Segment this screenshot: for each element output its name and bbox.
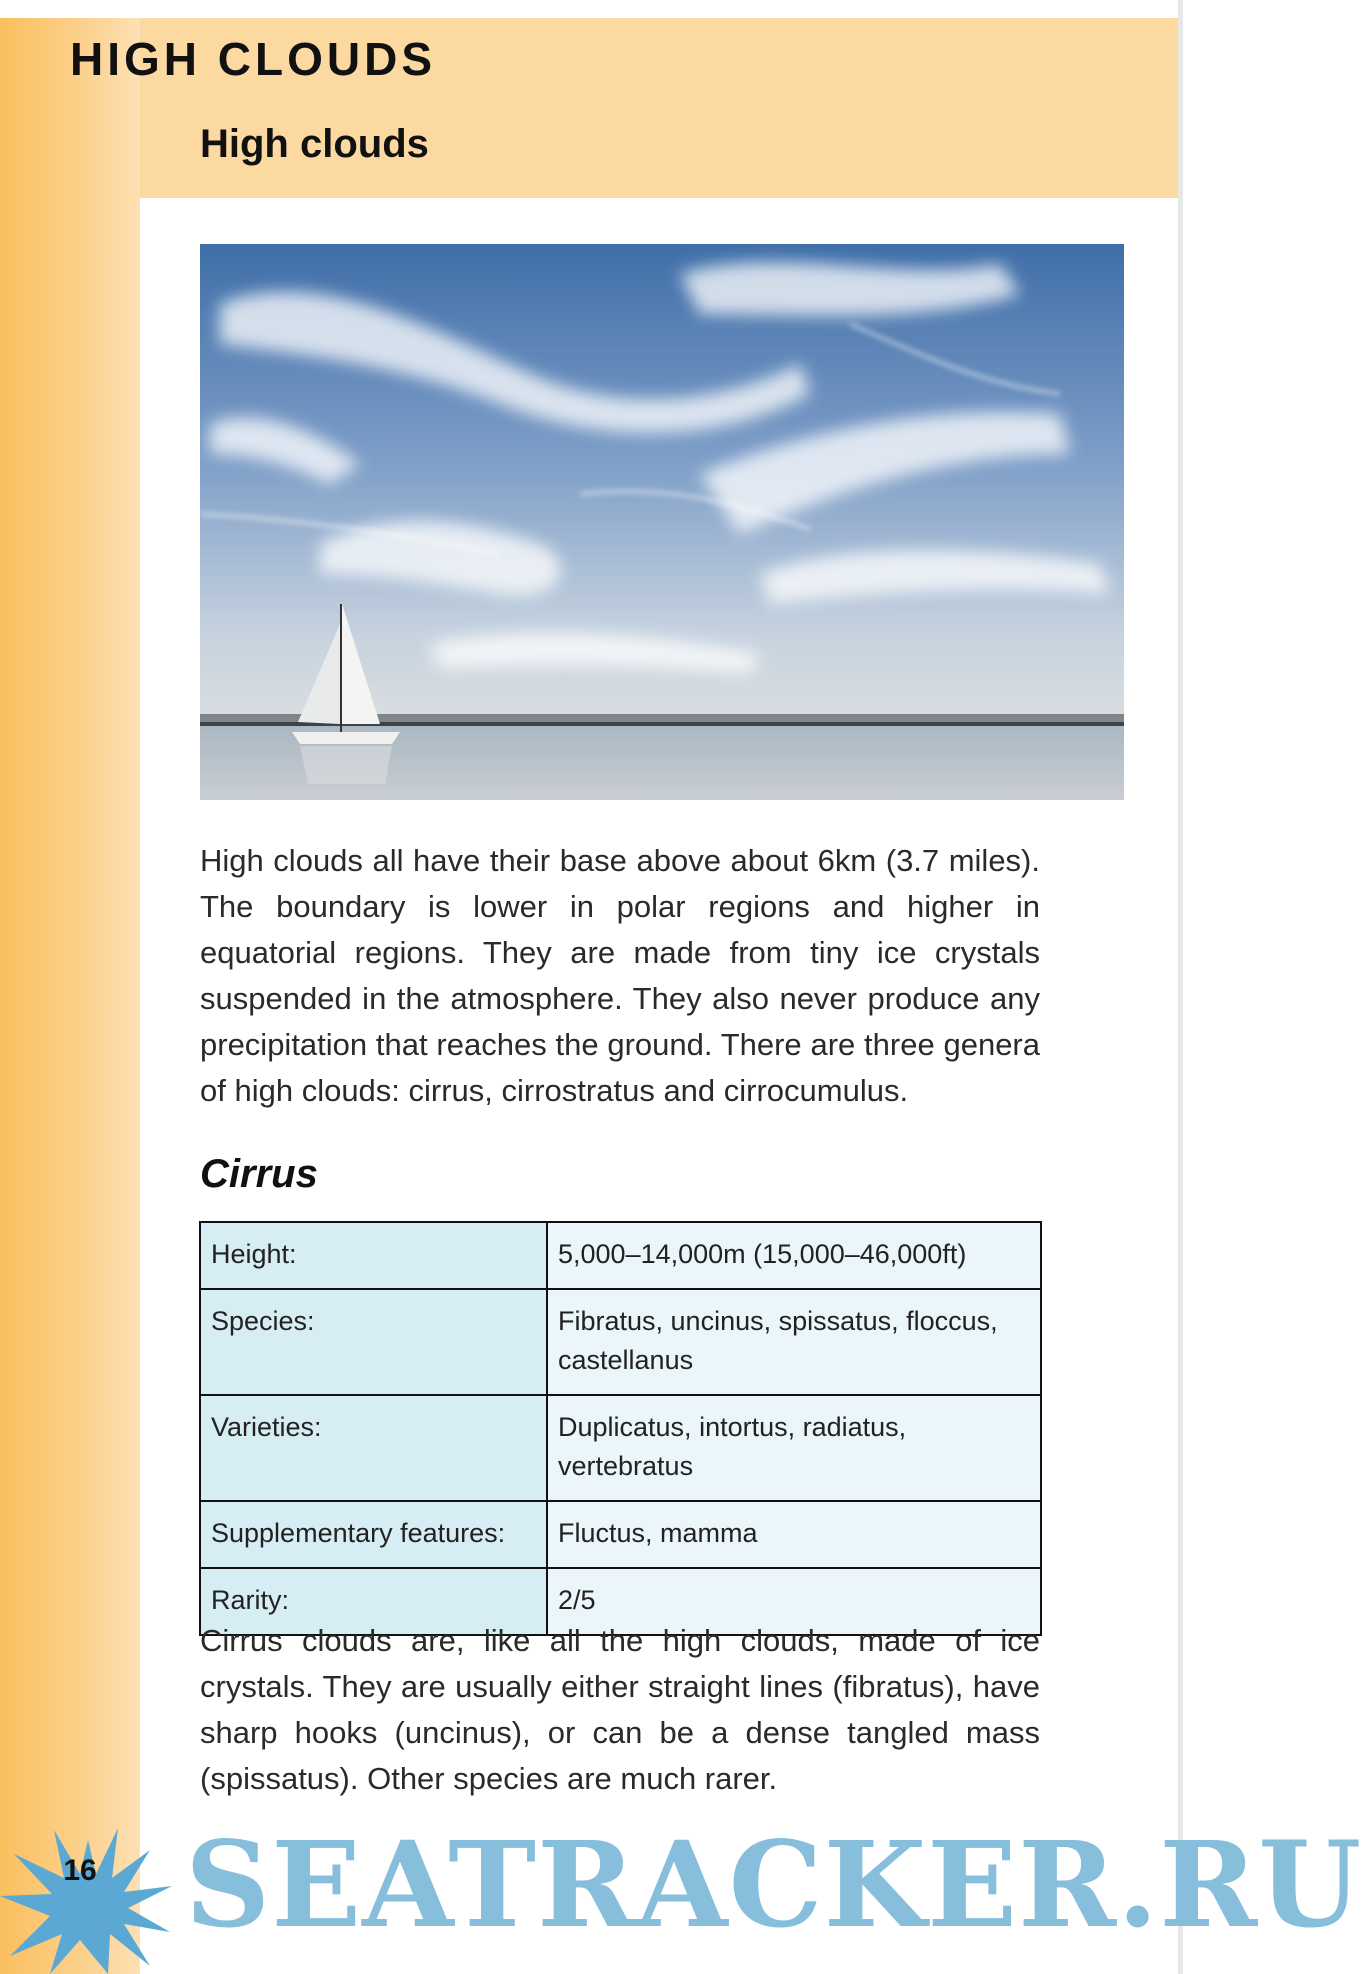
page-number: 16 [63,1854,97,1887]
row-label: Varieties: [200,1395,547,1501]
intro-paragraph: High clouds all have their base above about 6km (3.7 miles). The boundary is lower in polar regions and higher in equatorial regions. They are made from tiny ice crystals suspended in the atmosphere. They also never produce any precipitation that reaches the ground. There are three genera of high clouds: cirrus, cirrostratus and cirrocumulus. [200,843,1040,1108]
table-row [200,1395,1041,1501]
row-label: Species: [200,1289,547,1395]
table-row [200,1222,1041,1289]
page-subheading: High clouds [200,122,429,166]
row-label: Rarity: [200,1568,547,1635]
row-value: 5,000–14,000m (15,000–46,000ft) [547,1222,1041,1289]
row-value: Fibratus, uncinus, spissatus, floccus, castellanus [547,1289,1041,1395]
section-heading: HIGH CLOUDS [70,33,436,85]
cirrus-facts-table [199,1221,1042,1636]
sailboat-sky-photo [200,244,1124,800]
table-row [200,1501,1041,1568]
cirrus-heading: Cirrus [200,1152,318,1196]
table-row [200,1289,1041,1395]
page-right-edge [1178,0,1183,1974]
row-label: Supplementary features: [200,1501,547,1568]
row-label: Height: [200,1222,547,1289]
row-value: Duplicatus, intortus, radiatus, vertebratus [547,1395,1041,1501]
row-value: Fluctus, mamma [547,1501,1041,1568]
row-value: 2/5 [547,1568,1041,1635]
left-color-band [0,18,140,1974]
page-top-margin [0,0,1183,18]
cirrus-description: Cirrus clouds are, like all the high clouds, made of ice crystals. They are usually either straight lines (fibratus), have sharp hooks (uncinus), or can be a dense tangled mass (spissatus). Other species are much rarer. [200,1623,1040,1796]
watermark-text: SEATRACKER.RU [185,1815,1362,1954]
